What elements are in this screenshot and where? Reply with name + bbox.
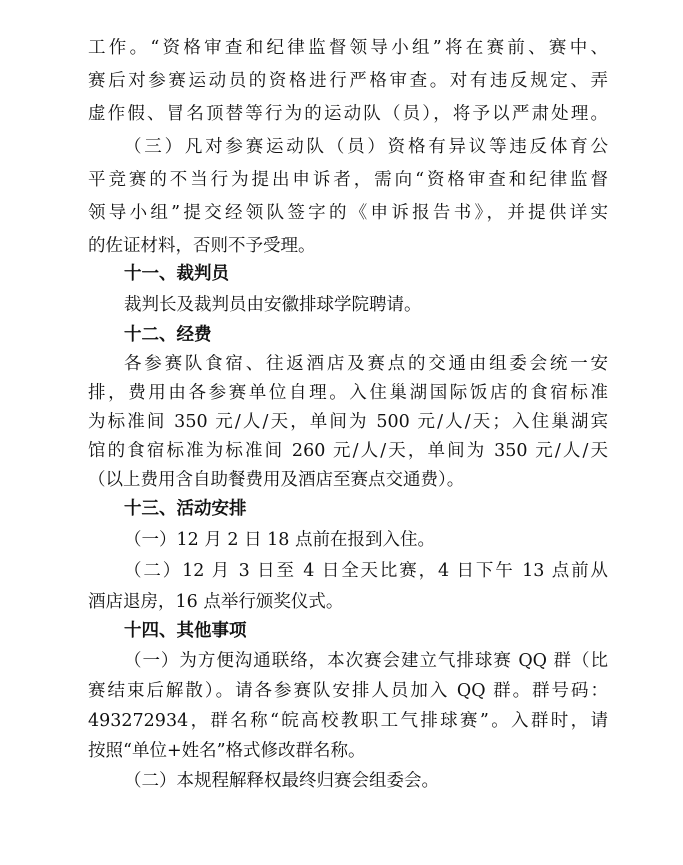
- section-heading: 十二、经费: [124, 325, 212, 345]
- paragraph-line: （三）凡对参赛运动队（员）资格有异议等违反体育公: [124, 137, 608, 157]
- paragraph-line: （一）为方便沟通联络，本次赛会建立气排球赛 QQ 群（比: [124, 651, 608, 671]
- section-heading: 十四、其他事项: [124, 621, 247, 641]
- paragraph-line: 平竞赛的不当行为提出申诉者，需向“资格审查和纪律监督: [88, 170, 608, 190]
- paragraph-line: 赛结束后解散）。请各参赛队安排人员加入 QQ 群。群号码：: [88, 681, 608, 701]
- paragraph-line: 排，费用由各参赛单位自理。入住巢湖国际饭店的食宿标准: [88, 383, 608, 403]
- paragraph-line: 虚作假、冒名顶替等行为的运动队（员），将予以严肃处理。: [88, 104, 608, 124]
- paragraph-line: （以上费用含自助餐费用及酒店至赛点交通费）。: [88, 470, 465, 490]
- paragraph-line: 493272934，群名称“皖高校教职工气排球赛”。入群时，请: [88, 711, 608, 731]
- paragraph-line: （一）12 月 2 日 18 点前在报到入住。: [124, 530, 435, 550]
- paragraph-line: 赛后对参赛运动员的资格进行严格审查。对有违反规定、弄: [88, 71, 608, 91]
- paragraph-line: （二）本规程解释权最终归赛会组委会。: [124, 771, 439, 791]
- paragraph-line: 的佐证材料，否则不予受理。: [88, 236, 316, 256]
- paragraph-line: 领导小组”提交经领队签字的《申诉报告书》，并提供详实: [88, 203, 608, 223]
- paragraph-line: 按照“单位+姓名”格式修改群名称。: [88, 741, 366, 761]
- paragraph-line: 为标准间 350 元/人/天，单间为 500 元/人/天；入住巢湖宾: [88, 412, 608, 432]
- section-heading: 十一、裁判员: [124, 264, 229, 284]
- paragraph-line: 裁判长及裁判员由安徽排球学院聘请。: [124, 295, 422, 315]
- paragraph-line: 各参赛队食宿、往返酒店及赛点的交通由组委会统一安: [124, 354, 608, 374]
- paragraph-line: 酒店退房，16 点举行颁奖仪式。: [88, 592, 344, 612]
- paragraph-line: 馆的食宿标准为标准间 260 元/人/天，单间为 350 元/人/天: [88, 441, 608, 461]
- paragraph-line: （二）12 月 3 日至 4 日全天比赛，4 日下午 13 点前从: [124, 561, 608, 581]
- section-heading: 十三、活动安排: [124, 499, 247, 519]
- paragraph-line: 工作。“资格审查和纪律监督领导小组”将在赛前、赛中、: [88, 38, 608, 58]
